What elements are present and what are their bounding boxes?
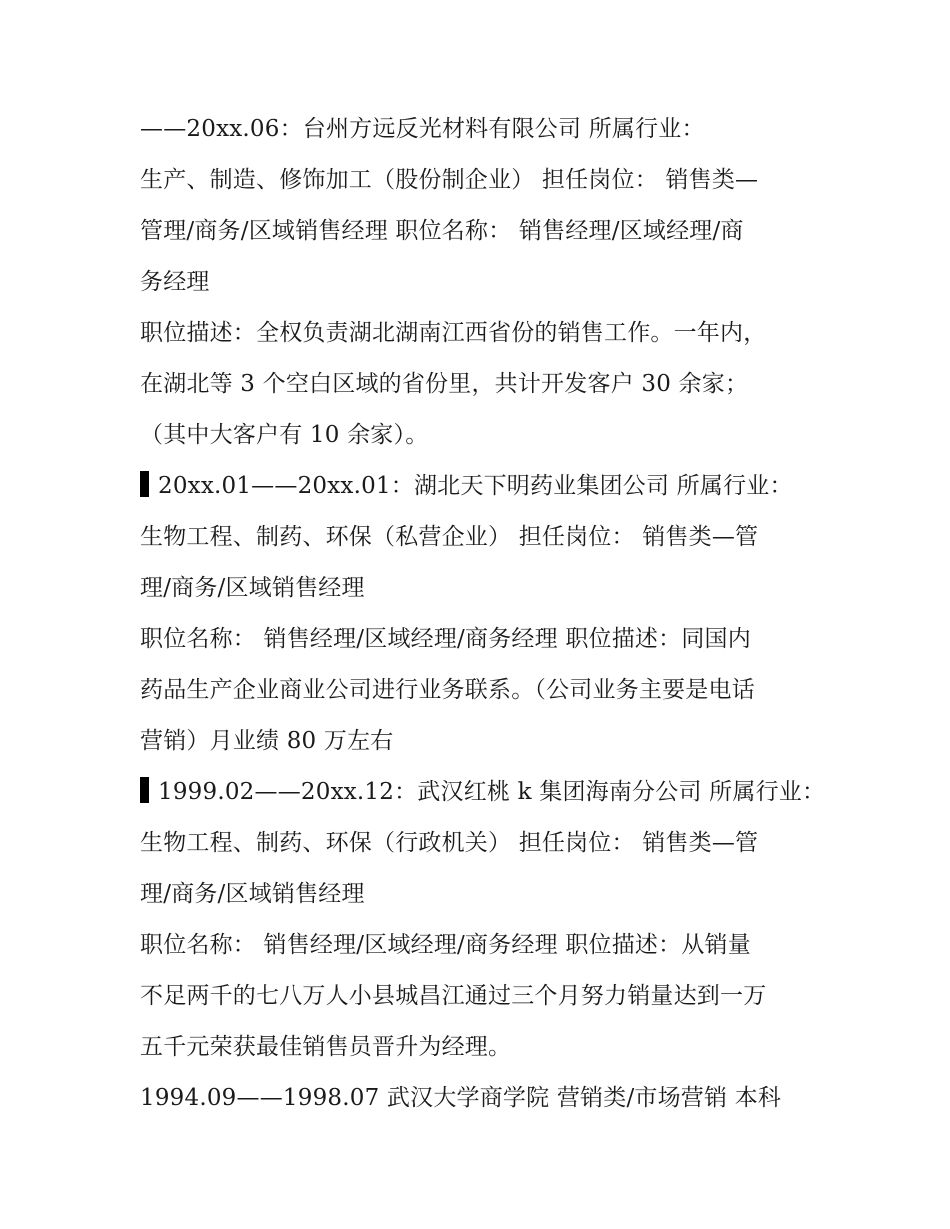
- resume-work-experience: [140, 104, 826, 1124]
- text-line: 理/商务/区域销售经理: [140, 881, 365, 907]
- text-line: 职位名称： 销售经理/区域经理/商务经理 职位描述：同国内: [140, 626, 751, 652]
- text-line: 生产、制造、修饰加工（股份制企业） 担任岗位： 销售类—: [140, 167, 759, 193]
- education-line: 1994.09——1998.07 武汉大学商学院 营销类/市场营销 本科: [140, 1085, 782, 1111]
- text-line: 理/商务/区域销售经理: [140, 575, 365, 601]
- text-line: 营销）月业绩 80 万左右: [140, 728, 394, 754]
- bullet-bar-icon: [140, 471, 149, 497]
- text-line: （其中大客户有 10 余家）。: [140, 422, 429, 448]
- text-line: 药品生产企业商业公司进行业务联系。（公司业务主要是电话: [140, 677, 755, 703]
- text-line: ——20xx.06：台州方远反光材料有限公司 所属行业：: [140, 116, 705, 142]
- text-line: 职位名称： 销售经理/区域经理/商务经理 职位描述：从销量: [140, 932, 751, 958]
- text-line: 管理/商务/区域销售经理 职位名称： 销售经理/区域经理/商: [140, 218, 744, 244]
- job-entry-heading: [140, 767, 826, 818]
- job-entry-heading: [140, 461, 820, 512]
- job-entry-heading-text: 1999.02——20xx.12：武汉红桃 k 集团海南分公司 所属行业：: [158, 779, 826, 805]
- text-line: 在湖北等 3 个空白区域的省份里，共计开发客户 30 余家；: [140, 371, 749, 397]
- job-entry-heading-text: 20xx.01——20xx.01：湖北天下明药业集团公司 所属行业：: [158, 473, 793, 499]
- text-line: 职位描述：全权负责湖北湖南江西省份的销售工作。一年内，: [140, 320, 767, 346]
- text-line: 五千元荣获最佳销售员晋升为经理。: [140, 1034, 512, 1060]
- text-line: 不足两千的七八万人小县城昌江通过三个月努力销量达到一万: [140, 983, 767, 1009]
- bullet-bar-icon: [140, 777, 149, 803]
- text-line: 生物工程、制药、环保（私营企业） 担任岗位： 销售类—管: [140, 524, 759, 550]
- text-line: 务经理: [140, 269, 210, 295]
- text-line: 生物工程、制药、环保（行政机关） 担任岗位： 销售类—管: [140, 830, 759, 856]
